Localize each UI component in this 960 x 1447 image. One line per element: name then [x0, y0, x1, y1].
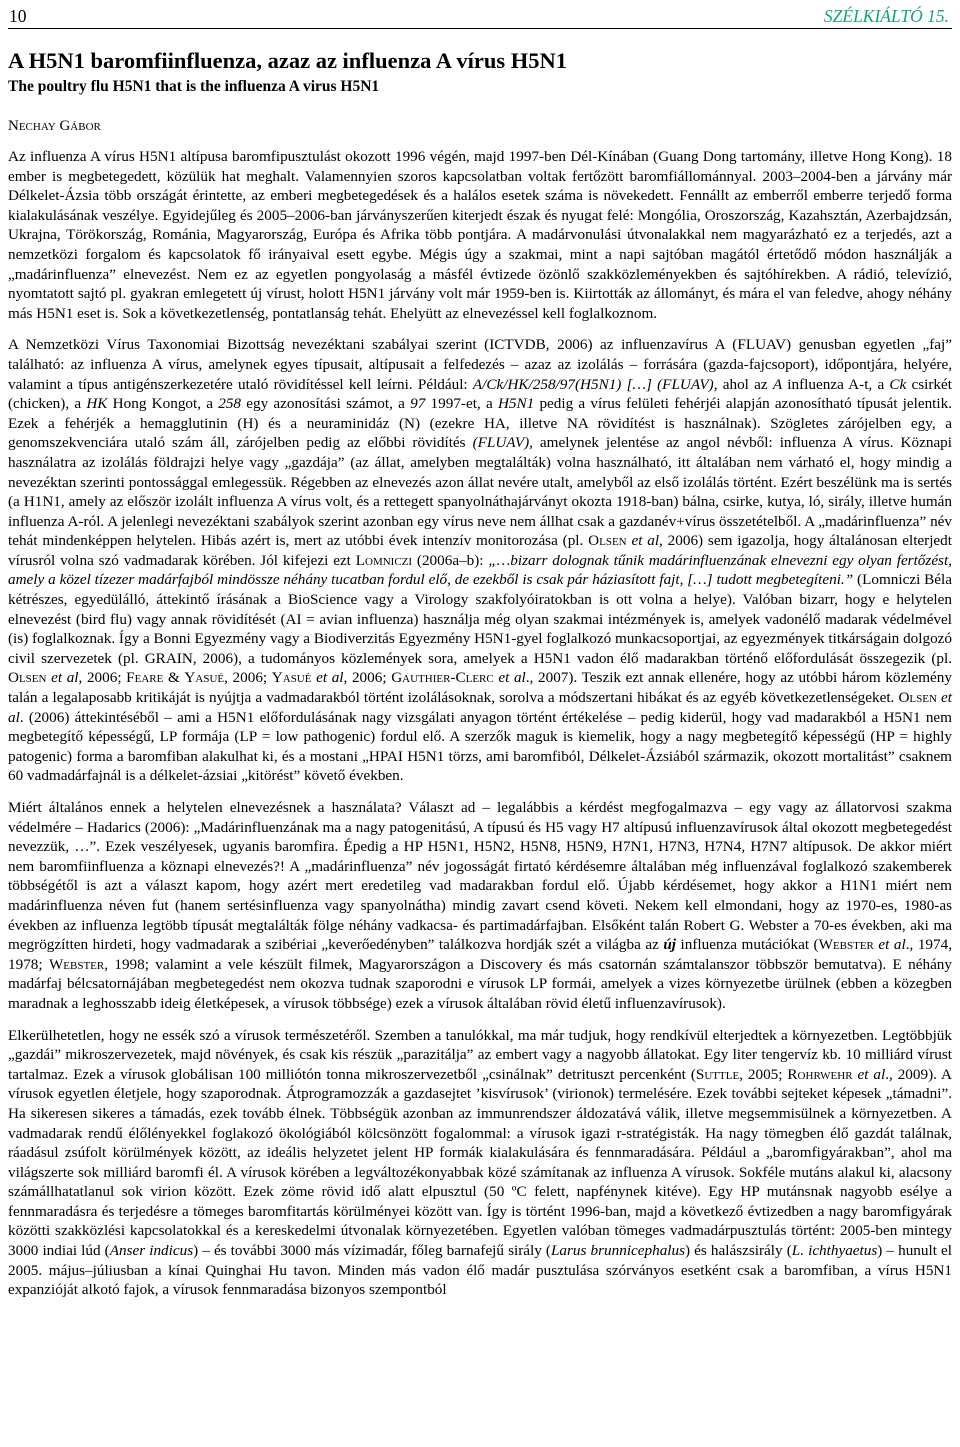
article-subtitle: The poultry flu H5N1 that is the influenza A virus H5N1 — [8, 78, 380, 95]
header-rule — [8, 28, 952, 29]
page-header — [8, 0, 952, 30]
author-given-name: Gábor — [59, 118, 101, 134]
article-title: A H5N1 baromfiinfluenza, azaz az influenza A vírus H5N1 — [8, 48, 567, 73]
journal-issue: SZÉLKIÁLTÓ 15. — [823, 6, 949, 26]
paragraph-taxonomy: A Nemzetközi Vírus Taxonomiai Bizottság nevezéktani szabályai szerint (ICTVDB, 2006) az influenzavírus A (FLUAV) genusban egyetlen „faj” található: az influenza A vírus, amelynek egyes típusait, altípusait a felfedezés – azaz az izolálás – forrására (gazda-fajcsoport), időpontjára, helyére, valamint a típus antigénszerkezetére utaló rövidítéssel kell leírni. Például: A/Ck/HK/258/97(H5N1) […] (FLUAV), ahol az A influenza A-t, a Ck csirkét (chicken), a HK Hong Kongot, a 258 egy azonosítási számot, a 97 1997-et, a H5N1 pedig a vírus felületi fehérjéi alapján azonosítható típusát jelentik. Ezek a fehérjék a hemagglutinin (H) és a neuraminidáz (N) (ezekre HA, illetve NA rövidítést is használnak). Szögletes zárójelben egy, a genomszekvenciára utaló szám áll, zárójelben pedig az előbbi rövidítés (FLUAV), amelynek jelentése az angol névből: influenza A vírus. Köznapi használatra az izolálás földrajzi helye vagy „gazdája” (az állat, amelyben megtalálták) volna használható, itt általában nem várható el, hogy mindig a nevezéktan szerinti pontossággal emlegessük. Régebben az elnevezés azon állat nevére utalt, amelyből az első izolálás történt. Ezért beszélünk ma is sertés (a H1N1, amely az először izolált influenza A vírus volt, és a rettegett spanyolnáthajárványt okozta 1918-ban) bálna, csirke, kutya, ló, sirály, illetve humán influenza A-ról. A jelenlegi nevezéktani szabályok szerint azonban egy vírus neve nem állhat csak a gazdanév+vírus összetételből. A „madárinfluenza” név tehát mindenképpen helytelen. Hibás azért is, mert az utóbbi évek intenzív monitorozása (pl. Olsen et al, 2006) sem igazolja, hogy általánosan elterjedt vírusról volna szó vadmadarak körében. Jól kifejezi ezt Lomniczi (2006a–b): „…bizarr dolognak tűnik madárinfluenzának elnevezni egy olyan fertőzést, amely a közel tízezer madárfajból mindössze néhány tucatban fordul elő, de ezekből is csak pár háziasított fajt, […] tudott megbetegíteni.” (Lomniczi Béla kétrészes, egyedülálló, áttekintő írásának a BioScience vagy a Virology szakfolyóiratokban is ott volna a helye). Valóban bizarr, hogy e helytelen elnevezést (bird flu) vagy annak rövidítését (AI = avian influenza) használja még olyan szakmai intézmények is, amelyek vadonélő madarak védelmével (is) foglalkoznak. Így a Bonni Egyezmény vagy a Biodiverzitás Egyezmény H5N1-gyel foglalkozó munkacsoportjai, az egyezmények titkárságain dolgozó civil szervezetek (pl. GRAIN, 2006), a tudományos közlemények sora, amelyek a H5N1 vadon élő madarakban történő előfordulását összegezik (pl. Olsen et al, 2006; Feare & Yasué, 2006; Yasué et al, 2006; Gauthier-Clerc et al., 2007). Teszik ezt annak ellenére, hogy az utóbbi három közlemény talán a legalaposabb kritikáját is nyújtja a vadmadarakból történt izolálásoknak, sorolva a módszertani hibákat és az egyéb következetlenségeket. Olsen et al. (2006) áttekintéséből – ami a H5N1 előfordulásának nagy vizsgálati anyagon történt értékelése – pedig kiderül, hogy vad madarakból a H5N1 nem megbetegítő képességű, LP formája (LP = low pathogenic) fordul elő. A szerzők maguk is kiemelik, hogy a nagy megbetegítő képességű (HP = highly patogenic) forma a baromfiban alakulhat ki, és a mostani „HPAI H5N1 törzs, ami baromfiból, Délkelet-Ázsiából származik, okozott mortalitást” csaknem 60 vadmadárfajnál is a délkelet-ázsiai „kitörést” követő években. — [8, 336, 952, 785]
author-surname: Nechay — [8, 118, 56, 134]
paragraph-intro: Az influenza A vírus H5N1 altípusa baromfipusztulást okozott 1996 végén, majd 1997-ben Dél-Kínában (Guang Dong tartomány, illetve Hong Kong). 18 ember is megbetegedett, közülük hat meghalt. Valamennyien szoros kapcsolatban voltak fertőzött baromfiállománnyal. 2003–2004-ben a járvány már Délkelet-Ázsia több országát érintette, az emberi megbetegedések és a halálos esetek száma is növekedett. Fennállt az emberről emberre terjedő forma kialakulásának veszélye. Egyidejűleg és 2005–2006-ban járványszerűen kiterjedt észak és nyugat felé: Mongólia, Oroszország, Kazahsztán, Azerbajdzsán, Ukrajna, Törökország, Románia, Magyarország, Európa és Afrika több pontjára. A madárvonulási útvonalakkal nem magyarázható ez a terjedés, azt a nemzetközi forgalom és kapcsolatok fő irányaival esett egybe. Mégis úgy a szakmai, mint a napi sajtóban magától értetődő módon használják a „madárinfluenza” elnevezést. Nem ez az egyetlen pongyolaság a másfél évtizede özönlő szakközleményekben és sajtóhírekben. A rádió, televízió, nyomtatott sajtó pl. gyakran emlegetett új vírust, holott H5N1 járvány volt már 1959-ben is. Kiirtották az állományt, és mára el van feledve, ahogy néhány más H5N1 eset is. Sok a következetlenség, pontatlanság tehát. Ehelyütt az elnevezéssel kell foglalkoznom. — [8, 148, 952, 322]
paragraph-viruses: Elkerülhetetlen, hogy ne essék szó a vírusok természetéről. Szemben a tanulókkal, ma már tudjuk, hogy rendkívül elterjedtek a környezetben. Legtöbbjük „gazdái” mikroszervezetek, majd növények, és csak kis részük „parazitálja” az embert vagy a nagyobb állatokat. Egy liter tengervíz kb. 10 milliárd vírust tartalmaz. Ezek a vírusok globálisan 100 milliótón tonna mikroszervezetből „csinálnak” detrituszt percenként (Suttle, 2005; Rohrwehr et al., 2009). A vírusok egyetlen életjele, hogy szaporodnak. Átprogramozzák a gazdasejtet ’kisvírusok’ (virionok) termelésére. Ezek további sejteket képesek „támadni”. Ha sikeresen sikeres a támadás, ezek tovább élnek. Többségük azonban az immunrendszer áldozatává válik, illetve megsemmisülnek a környezetben. A vadmadarak rendű élőlényekkel foglakozó ökológiából kölcsönzött fogalommal: a vírusok igazi r-stratégisták. Ha nagy tömegben élő gazdát találnak, ráadásul zsúfolt körülmények között, az ideális helyzetet jelent HP formák kialakulására és fennmaradására. Például a „baromfigyárakban”, ahol ma világszerte sok milliárd baromfi él. A vírusok körében a legváltozékonyabbak közé számítanak az influenza A vírusok. Sokféle mutáns alakul ki, alacsony számállhatatlanul sok virion között. Ezek zöme rövid idő alatt elpusztul (50 ºC felett, napfénynek kitéve). Egy HP mutánsnak nagyobb esélye a fennmaradásra és terjedésre a tömeges baromfitartás körülményei között van. Így is történt 1996-ban, majd a következő évtizedben a nagy baromfigyárak közötti szakközlési kapcsolatokkal és a kereskedelmi útvonalak környezetében. Egyetlen valóban tömeges vadmadárpusztulás történt: 2005-ben mintegy 3000 indiai lúd (Anser indicus) – és további 3000 más vízimadár, főleg barnafejű sirály (Larus brunnicephalus) és halászsirály (L. ichthyaetus) – hunult el 2005. május–júliusban a kínai Quinghai Hu tavon. Minden más vadon élő madár pusztulása szórványos esetként csak a baromfiban, a vírus H5N1 expanzióját alkotó fajok, a vírusok fennmaradása bizonyos szempontból — [8, 1026, 952, 1299]
page-number: 10 — [9, 6, 27, 26]
author-name — [8, 116, 952, 136]
paragraph-naming: Miért általános ennek a helytelen elnevezésnek a használata? Választ ad – legalábbis a kérdést megfogalmazva – egy vagy az állatorvosi szakma védelmére – Hadarics (2006): „Madárinfluenzának ma a nagy patogenitású, A típusú és H5 vagy H7 altípusú influenzavírusok által okozott megbetegedést nevezzük, …”. Ezek veszélyesek, ugyanis baromfira. Épedig a HP H5N1, H5N2, H5N8, H5N9, H7N1, H7N3, H7N4, H7N7 altípusok. De akkor miért nem baromfiinfluenza a köznapi elnevezés?! A „madárinfluenza” név jogosságát firtató kérdésemre általában még influenzával foglalkozó szakemberek többségétől is azt a választ kapom, hogy azért mert eredetileg vad madarakban fordul elő. Újabb kérdésemet, hogy akkor a H1N1 miért nem madárinfluenza néven fut (hanem sertésinfluenza vagy spanyolnátha) mindig zavart csend követi. Nekem kell elmondani, hogy az 1970-es, 1980-as években az influenza legtöbb típusát megtalálták fölge néhány vadkacsa- és partimadárfajban. Elsőként talán Robert G. Webster a 70-es években, aki ma megrögzítten hirdeti, hogy vadmadarak a szibériai „keverőedényben” találkozva hordják szét a világba az új influenza mutációkat (Webster et al., 1974, 1978; Webster, 1998; valamint a vele készült filmek, Magyarországon a Discovery és más csatornán számtalanszor többször bemutatva). E néhány madárfaj bélcsatornájában megbetegedést nem okozva tudnak szaporodni e vírusok LP formái, amelyek a vizes környezetbe ürülnek (ebben a közegben maradnak a leghosszabb ideig életképesek, a vírusok többsége) ezek a vírusok általában rövid életű influenzavírusok). — [8, 799, 952, 1012]
